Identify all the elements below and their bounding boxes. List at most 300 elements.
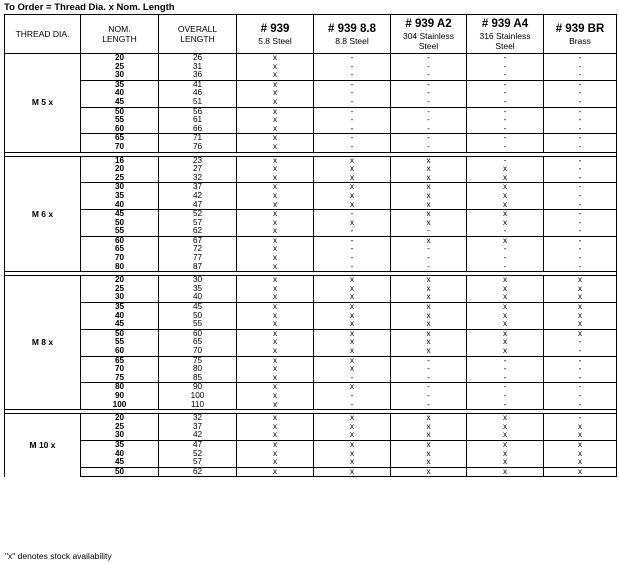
availability-cell: x <box>467 320 544 329</box>
table-row <box>5 440 617 449</box>
availability-cell: x <box>467 276 544 285</box>
availability-cell: - <box>544 263 617 272</box>
availability-cell: - <box>544 383 617 392</box>
availability-cell: x <box>544 440 617 449</box>
nom-length-cell: 55 <box>81 116 159 125</box>
table-row <box>5 293 617 302</box>
availability-cell: x <box>391 236 467 245</box>
product-material: Brass <box>569 35 591 46</box>
availability-cell: x <box>467 293 544 302</box>
availability-cell: x <box>237 450 314 459</box>
availability-cell: x <box>237 219 314 228</box>
table-row <box>5 80 617 89</box>
availability-cell: - <box>544 365 617 374</box>
availability-cell: x <box>237 245 314 254</box>
availability-cell: x <box>467 236 544 245</box>
availability-cell: x <box>314 293 391 302</box>
availability-cell: x <box>391 458 467 467</box>
availability-cell: x <box>314 174 391 183</box>
availability-cell: x <box>467 431 544 440</box>
availability-cell: x <box>237 89 314 98</box>
availability-cell: - <box>391 125 467 134</box>
overall-length-cell: 65 <box>159 338 237 347</box>
overall-length-cell: 87 <box>159 263 237 272</box>
overall-length-cell: 66 <box>159 125 237 134</box>
nom-length-cell: 20 <box>81 165 159 174</box>
overall-length-cell: 47 <box>159 201 237 210</box>
availability-cell: x <box>391 303 467 312</box>
product-header-939-br <box>544 15 617 54</box>
availability-cell: - <box>467 107 544 116</box>
availability-cell: x <box>391 165 467 174</box>
availability-cell: x <box>237 414 314 423</box>
nom-length-header-line2: LENGTH <box>102 34 137 44</box>
availability-cell: x <box>391 285 467 294</box>
availability-cell: - <box>391 227 467 236</box>
availability-cell: x <box>544 467 617 477</box>
availability-cell: x <box>467 165 544 174</box>
availability-cell: - <box>467 116 544 125</box>
nom-length-cell: 40 <box>81 89 159 98</box>
availability-cell: x <box>467 329 544 338</box>
availability-cell: x <box>237 423 314 432</box>
availability-cell: - <box>314 254 391 263</box>
nom-length-cell: 60 <box>81 125 159 134</box>
availability-cell: - <box>391 89 467 98</box>
overall-length-header-line2: LENGTH <box>180 34 215 44</box>
availability-cell: x <box>391 431 467 440</box>
overall-length-header <box>159 15 237 54</box>
availability-cell: x <box>237 80 314 89</box>
table-row <box>5 165 617 174</box>
table-row <box>5 312 617 321</box>
availability-cell: - <box>544 89 617 98</box>
overall-length-cell: 61 <box>159 116 237 125</box>
availability-cell: - <box>544 338 617 347</box>
availability-cell: x <box>237 356 314 365</box>
availability-cell: - <box>314 98 391 107</box>
table-row <box>5 285 617 294</box>
nom-length-cell: 45 <box>81 320 159 329</box>
overall-length-cell: 76 <box>159 143 237 152</box>
availability-cell: x <box>237 320 314 329</box>
availability-cell: - <box>314 71 391 80</box>
availability-cell: - <box>314 236 391 245</box>
availability-cell: - <box>391 143 467 152</box>
overall-length-cell: 75 <box>159 356 237 365</box>
availability-cell: - <box>314 54 391 63</box>
availability-cell: - <box>314 134 391 143</box>
availability-cell: x <box>314 201 391 210</box>
table-row <box>5 329 617 338</box>
table-row <box>5 423 617 432</box>
availability-cell: - <box>467 63 544 72</box>
availability-cell: x <box>544 458 617 467</box>
availability-cell: - <box>544 183 617 192</box>
product-material-line2: Steel <box>418 40 439 51</box>
availability-cell: - <box>544 165 617 174</box>
thread-dia-header: THREAD DIA. <box>5 15 81 54</box>
product-header-939-a2 <box>391 15 467 54</box>
availability-cell: - <box>391 263 467 272</box>
availability-cell: - <box>544 156 617 165</box>
overall-length-cell: 77 <box>159 254 237 263</box>
overall-length-cell: 110 <box>159 401 237 410</box>
availability-cell: - <box>391 98 467 107</box>
table-row <box>5 374 617 383</box>
availability-cell: x <box>467 440 544 449</box>
availability-cell: x <box>467 347 544 356</box>
availability-cell: x <box>314 423 391 432</box>
nom-length-cell: 45 <box>81 210 159 219</box>
nom-length-cell: 55 <box>81 338 159 347</box>
availability-cell: - <box>391 356 467 365</box>
availability-cell: x <box>391 174 467 183</box>
nom-length-header <box>81 15 159 54</box>
availability-cell: - <box>544 210 617 219</box>
table-row <box>5 365 617 374</box>
availability-cell: - <box>467 383 544 392</box>
table-row <box>5 320 617 329</box>
overall-length-cell: 52 <box>159 450 237 459</box>
availability-cell: x <box>544 320 617 329</box>
overall-length-cell: 71 <box>159 134 237 143</box>
availability-cell: - <box>314 89 391 98</box>
availability-cell: - <box>467 401 544 410</box>
overall-length-cell: 50 <box>159 312 237 321</box>
availability-cell: - <box>467 356 544 365</box>
overall-length-cell: 85 <box>159 374 237 383</box>
table-row <box>5 263 617 272</box>
availability-cell: - <box>544 116 617 125</box>
table-row <box>5 210 617 219</box>
availability-cell: x <box>467 423 544 432</box>
nom-length-cell: 65 <box>81 245 159 254</box>
nom-length-cell: 50 <box>81 467 159 477</box>
availability-cell: x <box>314 458 391 467</box>
availability-cell: - <box>544 71 617 80</box>
availability-cell: x <box>391 276 467 285</box>
availability-cell: x <box>391 414 467 423</box>
availability-cell: - <box>544 192 617 201</box>
product-material-line2: Steel <box>495 40 515 51</box>
nom-length-cell: 30 <box>81 71 159 80</box>
availability-cell: x <box>391 450 467 459</box>
table-row <box>5 98 617 107</box>
availability-cell: x <box>544 423 617 432</box>
availability-cell: - <box>467 125 544 134</box>
availability-cell: - <box>314 116 391 125</box>
overall-length-cell: 45 <box>159 303 237 312</box>
availability-cell: x <box>314 414 391 423</box>
overall-length-cell: 37 <box>159 423 237 432</box>
availability-cell: x <box>391 467 467 477</box>
availability-cell: - <box>391 63 467 72</box>
overall-length-cell: 57 <box>159 219 237 228</box>
overall-length-cell: 46 <box>159 89 237 98</box>
availability-cell: - <box>467 227 544 236</box>
availability-cell: x <box>391 440 467 449</box>
availability-cell: x <box>314 383 391 392</box>
overall-length-cell: 72 <box>159 245 237 254</box>
availability-cell: x <box>391 320 467 329</box>
overall-length-cell: 42 <box>159 431 237 440</box>
nom-length-cell: 45 <box>81 458 159 467</box>
availability-cell: - <box>391 71 467 80</box>
availability-cell: x <box>314 312 391 321</box>
availability-cell: x <box>314 450 391 459</box>
nom-length-cell: 45 <box>81 98 159 107</box>
availability-cell: x <box>237 431 314 440</box>
nom-length-cell: 25 <box>81 423 159 432</box>
availability-cell: x <box>237 71 314 80</box>
availability-cell: - <box>544 414 617 423</box>
availability-cell: x <box>237 156 314 165</box>
nom-length-cell: 50 <box>81 219 159 228</box>
availability-cell: x <box>467 201 544 210</box>
availability-cell: x <box>391 312 467 321</box>
nom-length-cell: 80 <box>81 383 159 392</box>
availability-cell: x <box>237 392 314 401</box>
availability-cell: x <box>237 134 314 143</box>
overall-length-cell: 67 <box>159 236 237 245</box>
overall-length-cell: 60 <box>159 329 237 338</box>
availability-cell: x <box>467 174 544 183</box>
availability-cell: - <box>544 392 617 401</box>
availability-cell: x <box>314 303 391 312</box>
overall-length-cell: 31 <box>159 63 237 72</box>
availability-cell: - <box>544 245 617 254</box>
overall-length-header-line1: OVERALL <box>177 24 218 34</box>
availability-cell: - <box>314 401 391 410</box>
availability-cell: x <box>314 356 391 365</box>
availability-cell: - <box>467 143 544 152</box>
availability-cell: x <box>544 329 617 338</box>
availability-cell: x <box>314 347 391 356</box>
table-row <box>5 63 617 72</box>
availability-cell: x <box>237 236 314 245</box>
table-row <box>5 89 617 98</box>
availability-cell: - <box>391 365 467 374</box>
availability-cell: x <box>237 329 314 338</box>
availability-cell: - <box>467 392 544 401</box>
product-header-939 <box>237 15 314 54</box>
availability-cell: - <box>314 392 391 401</box>
availability-cell: - <box>544 347 617 356</box>
table-row <box>5 356 617 365</box>
overall-length-cell: 62 <box>159 227 237 236</box>
availability-cell: x <box>544 303 617 312</box>
availability-cell: x <box>314 165 391 174</box>
table-row <box>5 236 617 245</box>
thread-dia-cell: M 5 x <box>5 54 81 153</box>
availability-cell: x <box>467 467 544 477</box>
availability-cell: x <box>237 383 314 392</box>
availability-cell: x <box>237 98 314 107</box>
availability-cell: - <box>314 107 391 116</box>
product-header-939-8-8 <box>314 15 391 54</box>
table-row <box>5 392 617 401</box>
availability-cell: - <box>391 254 467 263</box>
availability-cell: x <box>544 285 617 294</box>
availability-cell: - <box>544 254 617 263</box>
overall-length-cell: 27 <box>159 165 237 174</box>
availability-cell: x <box>467 450 544 459</box>
availability-cell: - <box>544 63 617 72</box>
availability-cell: - <box>467 374 544 383</box>
table-row <box>5 227 617 236</box>
table-row <box>5 383 617 392</box>
availability-cell: x <box>391 210 467 219</box>
availability-cell: x <box>237 293 314 302</box>
availability-cell: x <box>391 329 467 338</box>
nom-length-cell: 60 <box>81 236 159 245</box>
availability-cell: x <box>237 183 314 192</box>
availability-cell: - <box>544 356 617 365</box>
table-row <box>5 254 617 263</box>
availability-cell: - <box>467 365 544 374</box>
nom-length-cell: 90 <box>81 392 159 401</box>
overall-length-cell: 55 <box>159 320 237 329</box>
nom-length-cell: 25 <box>81 63 159 72</box>
nom-length-cell: 35 <box>81 80 159 89</box>
stock-footnote: "x" denotes stock availability <box>5 551 112 561</box>
availability-cell: x <box>314 338 391 347</box>
availability-cell: - <box>467 54 544 63</box>
availability-cell: - <box>391 374 467 383</box>
availability-cell: x <box>467 303 544 312</box>
availability-cell: x <box>391 338 467 347</box>
availability-cell: x <box>237 165 314 174</box>
table-row <box>5 156 617 165</box>
overall-length-cell: 51 <box>159 98 237 107</box>
overall-length-cell: 100 <box>159 392 237 401</box>
nom-length-cell: 100 <box>81 401 159 410</box>
availability-cell: x <box>314 183 391 192</box>
product-material: 304 Stainless <box>402 30 455 41</box>
availability-cell: - <box>391 245 467 254</box>
nom-length-cell: 40 <box>81 450 159 459</box>
availability-cell: - <box>544 143 617 152</box>
availability-cell: x <box>391 183 467 192</box>
availability-cell: - <box>544 219 617 228</box>
table-row <box>5 116 617 125</box>
availability-cell: x <box>314 192 391 201</box>
table-row <box>5 431 617 440</box>
overall-length-cell: 57 <box>159 458 237 467</box>
nom-length-cell: 75 <box>81 374 159 383</box>
availability-cell: - <box>391 401 467 410</box>
availability-cell: - <box>544 125 617 134</box>
screw-availability-table <box>4 14 617 477</box>
overall-length-cell: 35 <box>159 285 237 294</box>
nom-length-cell: 35 <box>81 440 159 449</box>
product-code: # 939 <box>260 22 290 35</box>
availability-cell: x <box>314 365 391 374</box>
product-material: 8.8 Steel <box>335 35 369 46</box>
nom-length-header-line1: NOM. <box>108 24 131 34</box>
availability-cell: - <box>544 80 617 89</box>
availability-cell: x <box>544 312 617 321</box>
availability-cell: x <box>237 116 314 125</box>
product-code: # 939 BR <box>555 22 605 35</box>
availability-cell: x <box>391 201 467 210</box>
availability-cell: x <box>544 293 617 302</box>
availability-cell: x <box>237 276 314 285</box>
overall-length-cell: 32 <box>159 414 237 423</box>
nom-length-cell: 20 <box>81 54 159 63</box>
availability-cell: - <box>467 156 544 165</box>
availability-cell: x <box>237 107 314 116</box>
availability-cell: x <box>391 219 467 228</box>
table-row <box>5 276 617 285</box>
availability-cell: x <box>314 431 391 440</box>
table-row <box>5 183 617 192</box>
nom-length-cell: 40 <box>81 312 159 321</box>
availability-cell: - <box>314 210 391 219</box>
nom-length-cell: 55 <box>81 227 159 236</box>
nom-length-cell: 60 <box>81 347 159 356</box>
availability-cell: x <box>237 254 314 263</box>
availability-cell: - <box>544 107 617 116</box>
availability-cell: x <box>237 63 314 72</box>
nom-length-cell: 80 <box>81 263 159 272</box>
availability-cell: x <box>237 374 314 383</box>
availability-cell: - <box>467 134 544 143</box>
table-row <box>5 245 617 254</box>
availability-cell: - <box>391 392 467 401</box>
nom-length-cell: 20 <box>81 276 159 285</box>
availability-cell: - <box>314 143 391 152</box>
availability-cell: - <box>544 201 617 210</box>
table-row <box>5 107 617 116</box>
availability-cell: - <box>544 227 617 236</box>
thread-dia-cell: M 6 x <box>5 156 81 272</box>
availability-cell: x <box>467 192 544 201</box>
availability-cell: x <box>237 338 314 347</box>
availability-cell: - <box>544 174 617 183</box>
table-header <box>5 15 617 54</box>
overall-length-cell: 36 <box>159 71 237 80</box>
overall-length-cell: 62 <box>159 467 237 477</box>
availability-cell: - <box>467 263 544 272</box>
overall-length-cell: 42 <box>159 192 237 201</box>
availability-cell: x <box>467 285 544 294</box>
product-material: 316 Stainless <box>479 30 531 41</box>
overall-length-cell: 90 <box>159 383 237 392</box>
availability-cell: - <box>467 245 544 254</box>
availability-cell: x <box>391 192 467 201</box>
availability-cell: x <box>237 54 314 63</box>
overall-length-cell: 70 <box>159 347 237 356</box>
availability-cell: x <box>544 431 617 440</box>
table-row <box>5 71 617 80</box>
availability-cell: - <box>314 80 391 89</box>
product-code: # 939 A2 <box>405 17 452 30</box>
nom-length-cell: 25 <box>81 174 159 183</box>
availability-cell: - <box>544 374 617 383</box>
availability-cell: x <box>237 303 314 312</box>
product-code: # 939 A4 <box>481 17 529 30</box>
product-material: 5.8 Steel <box>258 35 292 46</box>
availability-cell: x <box>314 329 391 338</box>
nom-length-cell: 70 <box>81 365 159 374</box>
table-row <box>5 192 617 201</box>
nom-length-cell: 30 <box>81 293 159 302</box>
availability-cell: - <box>467 98 544 107</box>
availability-cell: - <box>314 245 391 254</box>
availability-cell: - <box>391 80 467 89</box>
